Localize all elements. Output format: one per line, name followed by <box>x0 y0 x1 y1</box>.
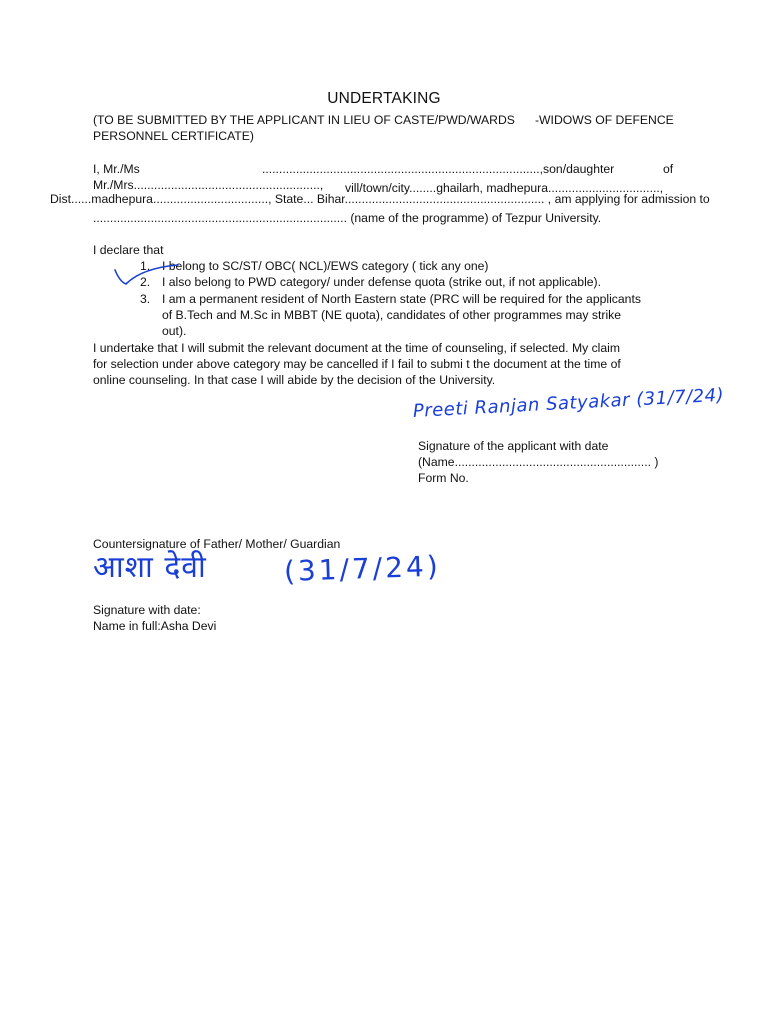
subtitle-line-1b: -WIDOWS OF DEFENCE <box>535 113 674 127</box>
undertaking-line-2: for selection under above category may be cancelled if I fail to submi t the document at the time of <box>93 357 621 371</box>
countersignature-label: Countersignature of Father/ Mother/ Guardian <box>93 537 341 551</box>
declaration-item-3-cont-1: of B.Tech and M.Sc in MBBT (NE quota), candidates of other programmes may strike <box>162 308 622 322</box>
subtitle-line-2: PERSONNEL CERTIFICATE) <box>93 129 254 143</box>
signature-label: Signature of the applicant with date <box>418 439 609 453</box>
applicant-name-blank: ..................................................................................,son/daughter <box>262 162 615 176</box>
parent-line: Mr./Mrs......................................................., <box>93 178 324 192</box>
village-line: vill/town/city........ghailarh, madhepura................................., <box>345 181 664 195</box>
programme-line: ........................................................................... (name of the programme) of Tezpur University. <box>93 211 602 225</box>
subtitle-line-1: (TO BE SUBMITTED BY THE APPLICANT IN LIEU OF CASTE/PWD/WARDS <box>93 113 515 127</box>
applicant-signature: Preeti Ranjan Satyakar (31/7/24) <box>412 384 725 422</box>
name-line: (Name.......................................................... ) <box>418 455 659 469</box>
guardian-full-name: Name in full:Asha Devi <box>93 619 217 633</box>
declaration-item-1 <box>140 258 488 274</box>
item-text: I belong to SC/ST/ OBC( NCL)/EWS category ( tick any one) <box>162 259 489 273</box>
check-mark-icon <box>112 260 182 290</box>
guardian-signature: आशा देवी <box>93 550 207 585</box>
declare-heading: I declare that <box>93 243 164 257</box>
of-word: of <box>663 162 674 176</box>
guardian-signature-date: (31/7/24) <box>283 549 442 588</box>
item-number: 2. <box>140 275 151 289</box>
form-number: Form No. <box>418 471 469 485</box>
document-title: UNDERTAKING <box>327 90 441 107</box>
applicant-prefix: I, Mr./Ms <box>93 162 140 176</box>
undertaking-line-3: online counseling. In that case I will abide by the decision of the University. <box>93 373 496 387</box>
item-text: I also belong to PWD category/ under defense quota (strike out, if not applicable). <box>162 275 601 289</box>
item-number: 1. <box>140 259 151 273</box>
item-text: I am a permanent resident of North Eastern state (PRC will be required for the applicants <box>162 292 641 306</box>
declaration-item-3 <box>140 291 641 307</box>
district-line: Dist......madhepura.................................., State... Bihar........................................................... , am applying for admission to <box>50 192 710 206</box>
undertaking-line-1: I undertake that I will submit the relevant document at the time of counseling, if selected. My claim <box>93 341 621 355</box>
declaration-item-2 <box>140 274 601 290</box>
signature-with-date-label: Signature with date: <box>93 603 201 617</box>
item-number: 3. <box>140 292 151 306</box>
declaration-item-3-cont-2: out). <box>162 324 187 338</box>
